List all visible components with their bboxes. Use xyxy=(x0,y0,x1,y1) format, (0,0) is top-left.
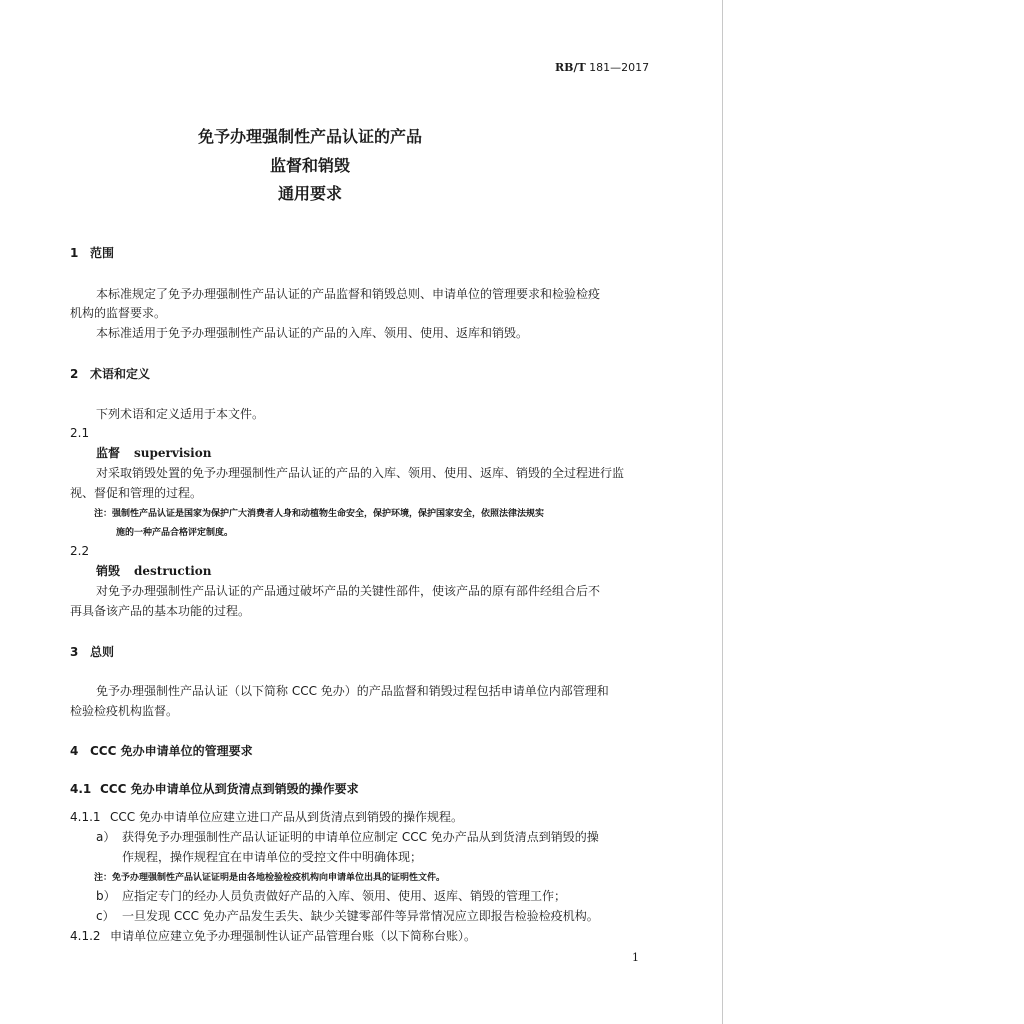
standard-code: 181—2017 xyxy=(589,61,650,74)
clause-number: 4.1.1 xyxy=(70,810,101,824)
term-number: 2.1 xyxy=(70,426,90,440)
section-title: 术语和定义 xyxy=(90,367,151,381)
clause-4-1-1 xyxy=(70,810,463,824)
paragraph-line: 对采取销毁处置的免予办理强制性产品认证的产品的入库、领用、使用、返库、销毁的全过程进行监 xyxy=(96,466,625,480)
list-item-c xyxy=(96,909,599,923)
paragraph-line: 本标准规定了免予办理强制性产品认证的产品监督和销毁总则、申请单位的管理要求和检验检疫 xyxy=(96,287,601,301)
list-text: 获得免予办理强制性产品认证证明的申请单位应制定 CCC 免办产品从到货清点到销毁的操 xyxy=(122,830,599,844)
note-line: 施的一种产品合格评定制度。 xyxy=(116,528,234,538)
standard-number xyxy=(555,61,649,74)
section-2-heading xyxy=(70,367,150,381)
section-1-heading xyxy=(70,246,114,260)
term-heading xyxy=(96,564,212,578)
term-heading xyxy=(96,446,211,460)
title-line-2: 监督和销毁 xyxy=(269,156,350,175)
page-number: 1 xyxy=(632,951,639,964)
blank-area xyxy=(723,0,1024,1024)
term-number: 2.2 xyxy=(70,544,90,558)
title-line-3: 通用要求 xyxy=(277,184,342,203)
section-number: 1 xyxy=(70,246,79,260)
section-4-heading xyxy=(70,744,253,758)
term-english: destruction xyxy=(134,564,212,578)
list-item-b xyxy=(96,889,566,903)
section-title: CCC 免办申请单位的管理要求 xyxy=(90,744,253,758)
section-number: 4 xyxy=(70,744,79,758)
paragraph-line: 免予办理强制性产品认证（以下简称 CCC 免办）的产品监督和销毁过程包括申请单位内部管理和 xyxy=(96,684,609,698)
list-marker: c） xyxy=(96,909,115,923)
section-title: 总则 xyxy=(90,645,115,659)
term-english: supervision xyxy=(134,446,212,460)
title-line-1: 免予办理强制性产品认证的产品 xyxy=(197,127,422,146)
term-chinese: 监督 xyxy=(96,446,121,460)
subsection-title: CCC 免办申请单位从到货清点到销毁的操作要求 xyxy=(100,782,359,796)
clause-text: 申请单位应建立免予办理强制性认证产品管理台账（以下简称台账）。 xyxy=(110,929,477,943)
standard-prefix: RB/T xyxy=(555,61,586,74)
term-chinese: 销毁 xyxy=(96,564,121,578)
clause-number: 4.1.2 xyxy=(70,929,101,943)
clause-text: CCC 免办申请单位应建立进口产品从到货清点到销毁的操作规程。 xyxy=(110,810,463,824)
subsection-number: 4.1 xyxy=(70,782,92,796)
section-number: 2 xyxy=(70,367,79,381)
paragraph-line: 对免予办理强制性产品认证的产品通过破坏产品的关键性部件，使该产品的原有部件经组合后不 xyxy=(96,584,601,598)
section-number: 3 xyxy=(70,645,79,659)
section-3-heading xyxy=(70,645,114,659)
list-text: 应指定专门的经办人员负责做好产品的入库、领用、使用、返库、销毁的管理工作； xyxy=(122,889,567,903)
paragraph-line: 视、督促和管理的过程。 xyxy=(70,486,203,500)
list-text: 一旦发现 CCC 免办产品发生丢失、缺少关键零部件等异常情况应立即报告检验检疫机构。 xyxy=(122,909,599,923)
list-marker: b） xyxy=(96,889,116,903)
paragraph-line: 本标准适用于免予办理强制性产品认证的产品的入库、领用、使用、返库和销毁。 xyxy=(96,326,529,340)
paragraph-line: 下列术语和定义适用于本文件。 xyxy=(96,407,265,421)
note-line: 注：免予办理强制性产品认证证明是由各地检验检疫机构向申请单位出具的证明性文件。 xyxy=(94,873,446,883)
paragraph-line: 检验检疫机构监督。 xyxy=(70,704,179,718)
list-item-a xyxy=(96,830,599,844)
paragraph-line: 再具备该产品的基本功能的过程。 xyxy=(70,604,251,618)
paragraph-line: 机构的监督要求。 xyxy=(70,306,167,320)
list-item-a-continuation: 作规程，操作规程宜在申请单位的受控文件中明确体现； xyxy=(122,850,423,864)
note-line: 注：强制性产品认证是国家为保护广大消费者人身和动植物生命安全，保护环境，保护国家安全，依照法律法规实 xyxy=(94,509,545,519)
list-marker: a） xyxy=(96,830,116,844)
subsection-4-1-heading xyxy=(70,782,359,796)
section-title: 范围 xyxy=(90,246,115,260)
clause-4-1-2 xyxy=(70,929,476,943)
